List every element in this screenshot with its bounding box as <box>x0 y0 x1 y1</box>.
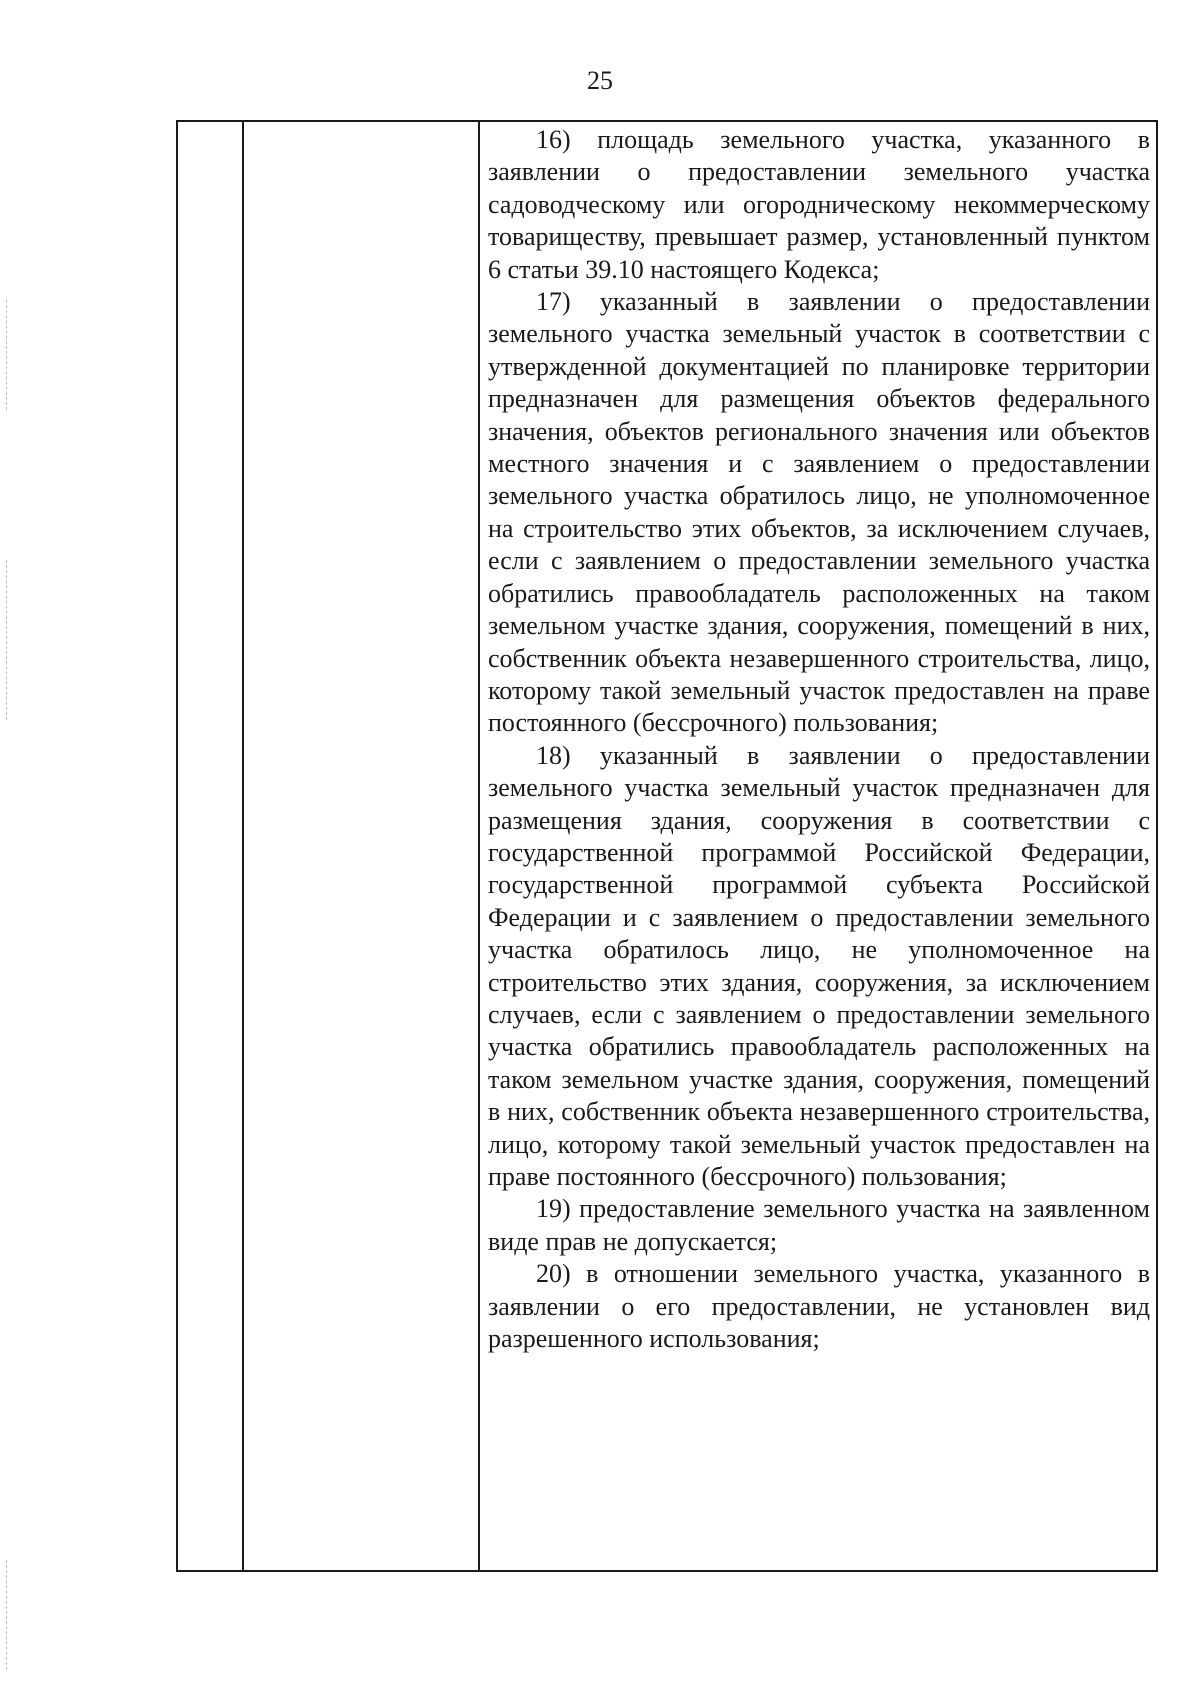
page-number: 25 <box>587 66 613 95</box>
paragraph-item-20: 20) в отношении земельного участка, указанного в заявлении о его предоставлении, не установлен вид разрешенного использования; <box>488 1259 1150 1354</box>
paragraph-item-17: 17) указанный в заявлении о предоставлении земельного участка земельный участок в соответствии с утвержденной документацией по планировке территории предназначен для размещения объектов федерального значения, объектов регионального значения или объектов местного значения и с заявлением о предоставлении земельного участка обратилось лицо, не уполномоченное на строительство этих объектов, за исключением случаев, если с заявлением о предоставлении земельного участка обратились правообладатель расположенных на таком земельном участке здания, сооружения, помещений в них, собственник объекта незавершенного строительства, лицо, которому такой земельный участок предоставлен на праве постоянного (бессрочного) пользования; <box>488 287 1150 738</box>
paragraph-item-19: 19) предоставление земельного участка на заявленном виде прав не допускается; <box>488 1194 1150 1256</box>
scan-artifact <box>6 300 8 410</box>
paragraph-item-18: 18) указанный в заявлении о предоставлении земельного участка земельный участок предназначен для размещения здания, сооружения в соответствии с государственной программой Российской Федерации, государственной программой субъекта Российской Федерации и с заявлением о предоставлении земельного участка обратилось лицо, не уполномоченное на строительство этих здания, сооружения, за исключением случаев, если с заявлением о предоставлении земельного участка обратились правообладатель расположенных на таком земельном участке здания, сооружения, помещений в них, собственник объекта незавершенного строительства, лицо, которому такой земельный участок предоставлен на праве постоянного (бессрочного) пользования; <box>488 740 1150 1191</box>
document-table <box>176 120 1158 1572</box>
scan-artifact <box>6 1560 8 1670</box>
table-column-divider <box>478 122 480 1570</box>
scan-artifact <box>6 560 8 720</box>
paragraph-item-16: 16) площадь земельного участка, указанного в заявлении о предоставлении земельного участка садоводческому или огородническому некоммерческому товариществу, превышает размер, установленный пунктом 6 статьи 39.10 настоящего Кодекса; <box>488 125 1150 284</box>
table-cell-content <box>488 124 1150 1355</box>
table-column-divider <box>242 122 244 1570</box>
